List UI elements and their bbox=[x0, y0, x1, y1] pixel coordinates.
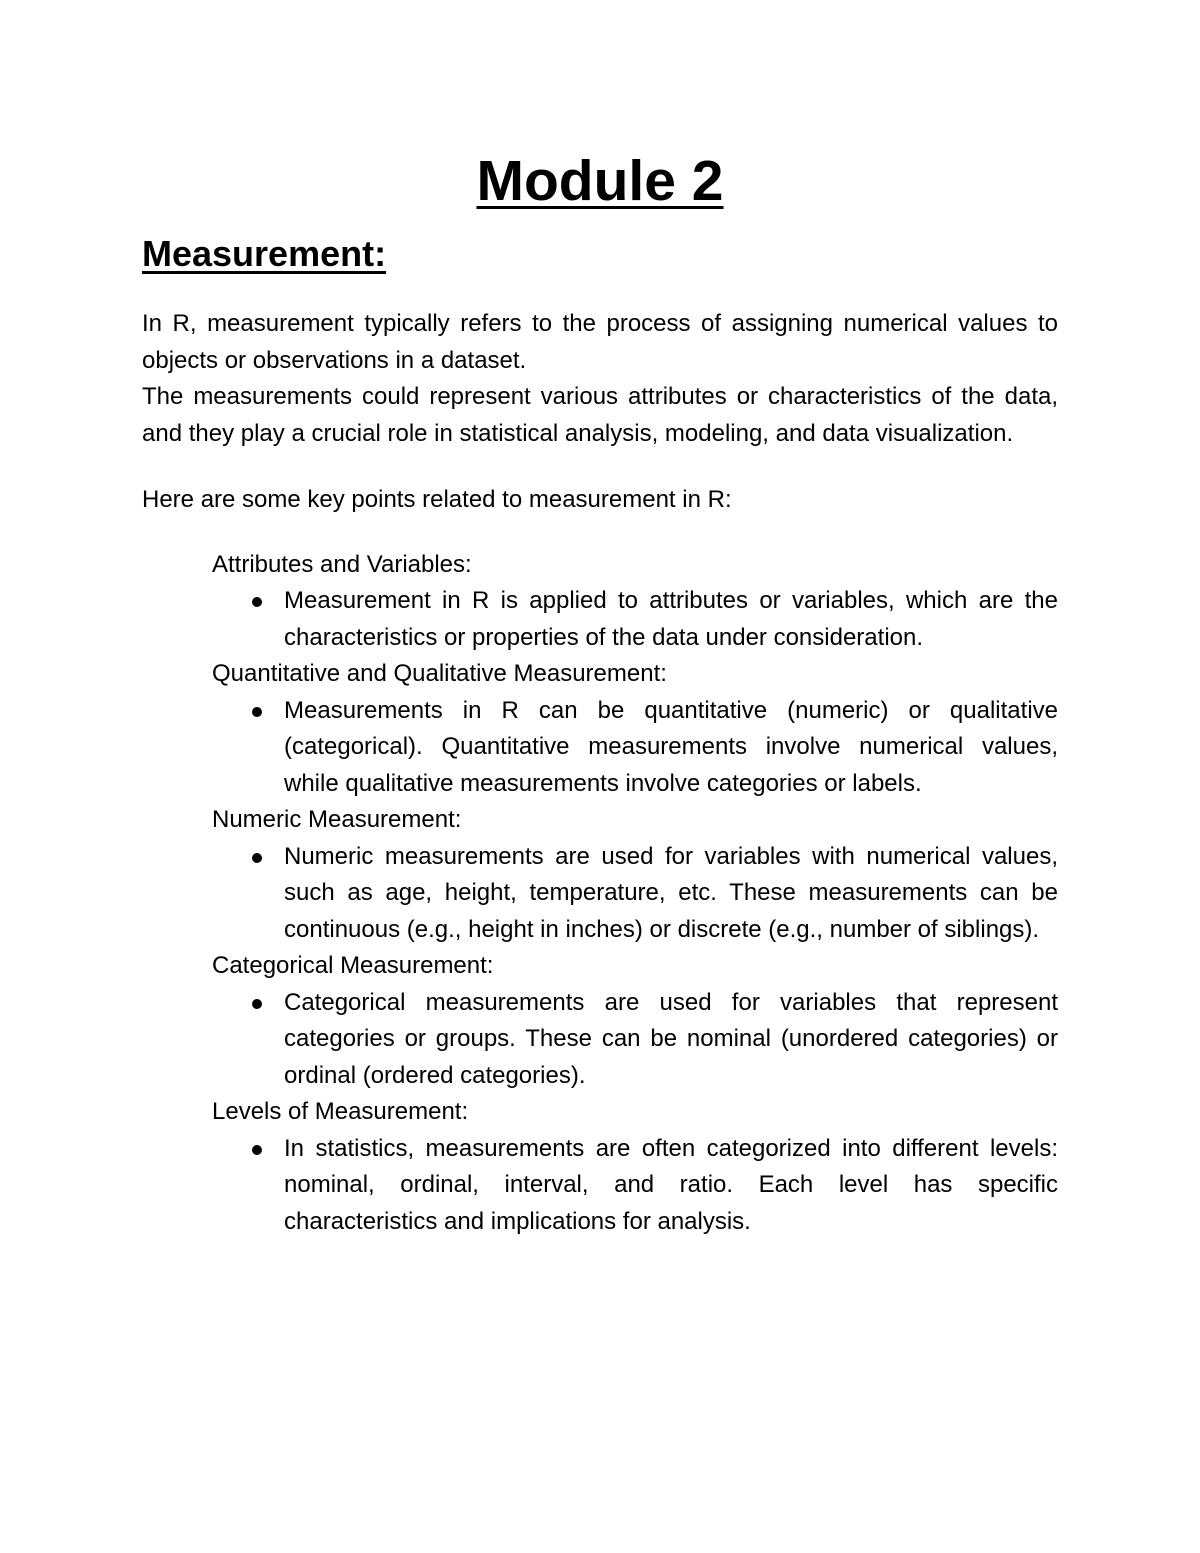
section-numeric-measurement bbox=[212, 802, 1058, 948]
bullet-list bbox=[212, 1131, 1058, 1241]
section-title: Attributes and Variables: bbox=[212, 550, 472, 578]
document-page bbox=[142, 148, 1058, 1240]
section-heading-measurement: Measurement: bbox=[142, 233, 387, 274]
bullet-text: Numeric measurements are used for variables with numerical values, such as age, height, temperature, etc. These measurements can be continuous (e.g., height in inches) or discrete (e.g., number of siblings). bbox=[284, 842, 1058, 943]
document-title: Module 2 bbox=[476, 149, 724, 213]
section-attributes-and-variables bbox=[212, 547, 1058, 657]
bullet-text: Measurements in R can be quantitative (numeric) or qualitative (categorical). Quantitative measurements involve numerical values, while qualitative measurements involve categories or labels. bbox=[284, 696, 1058, 797]
bullet-list bbox=[212, 985, 1058, 1095]
bullet-list bbox=[212, 693, 1058, 803]
key-points-intro: Here are some key points related to measurement in R: bbox=[142, 486, 732, 513]
section-title: Levels of Measurement: bbox=[212, 1098, 469, 1125]
bullet-icon bbox=[252, 853, 262, 863]
intro-block bbox=[142, 306, 1058, 452]
list-item bbox=[284, 839, 1058, 949]
bullet-icon bbox=[252, 707, 262, 717]
section-quantitative-and-qualitative bbox=[212, 656, 1058, 802]
bullet-icon bbox=[252, 999, 262, 1009]
list-item bbox=[284, 985, 1058, 1095]
section-title: Numeric Measurement: bbox=[212, 806, 462, 833]
bullet-text: Categorical measurements are used for variables that represent categories or groups. These can be nominal (unordered categories) or ordinal (ordered categories). bbox=[284, 988, 1058, 1089]
bullet-icon bbox=[252, 597, 262, 607]
section-title: Quantitative and Qualitative Measurement: bbox=[212, 660, 667, 687]
bullet-list bbox=[212, 839, 1058, 949]
list-item bbox=[284, 1131, 1058, 1241]
intro-paragraph: In R, measurement typically refers to the process of assigning numerical values to objects or observations in a dataset. bbox=[142, 310, 1058, 374]
section-categorical-measurement bbox=[212, 948, 1058, 1094]
intro-paragraph: The measurements could represent various attributes or characteristics of the data, and they play a crucial role in statistical analysis, modeling, and data visualization. bbox=[142, 383, 1058, 447]
list-item bbox=[284, 583, 1058, 656]
section-title: Categorical Measurement: bbox=[212, 952, 494, 979]
bullet-icon bbox=[252, 1145, 262, 1155]
bullet-text: Measurement in R is applied to attributes or variables, which are the characteristics or properties of the data under consideration. bbox=[284, 587, 1058, 651]
bullet-text: In statistics, measurements are often categorized into different levels: nominal, ordinal, interval, and ratio. Each level has specific characteristics and implications for analysis. bbox=[284, 1134, 1058, 1235]
list-item bbox=[284, 693, 1058, 803]
bullet-list bbox=[212, 583, 1058, 656]
section-levels-of-measurement bbox=[212, 1094, 1058, 1240]
key-points-sections bbox=[142, 547, 1058, 1241]
